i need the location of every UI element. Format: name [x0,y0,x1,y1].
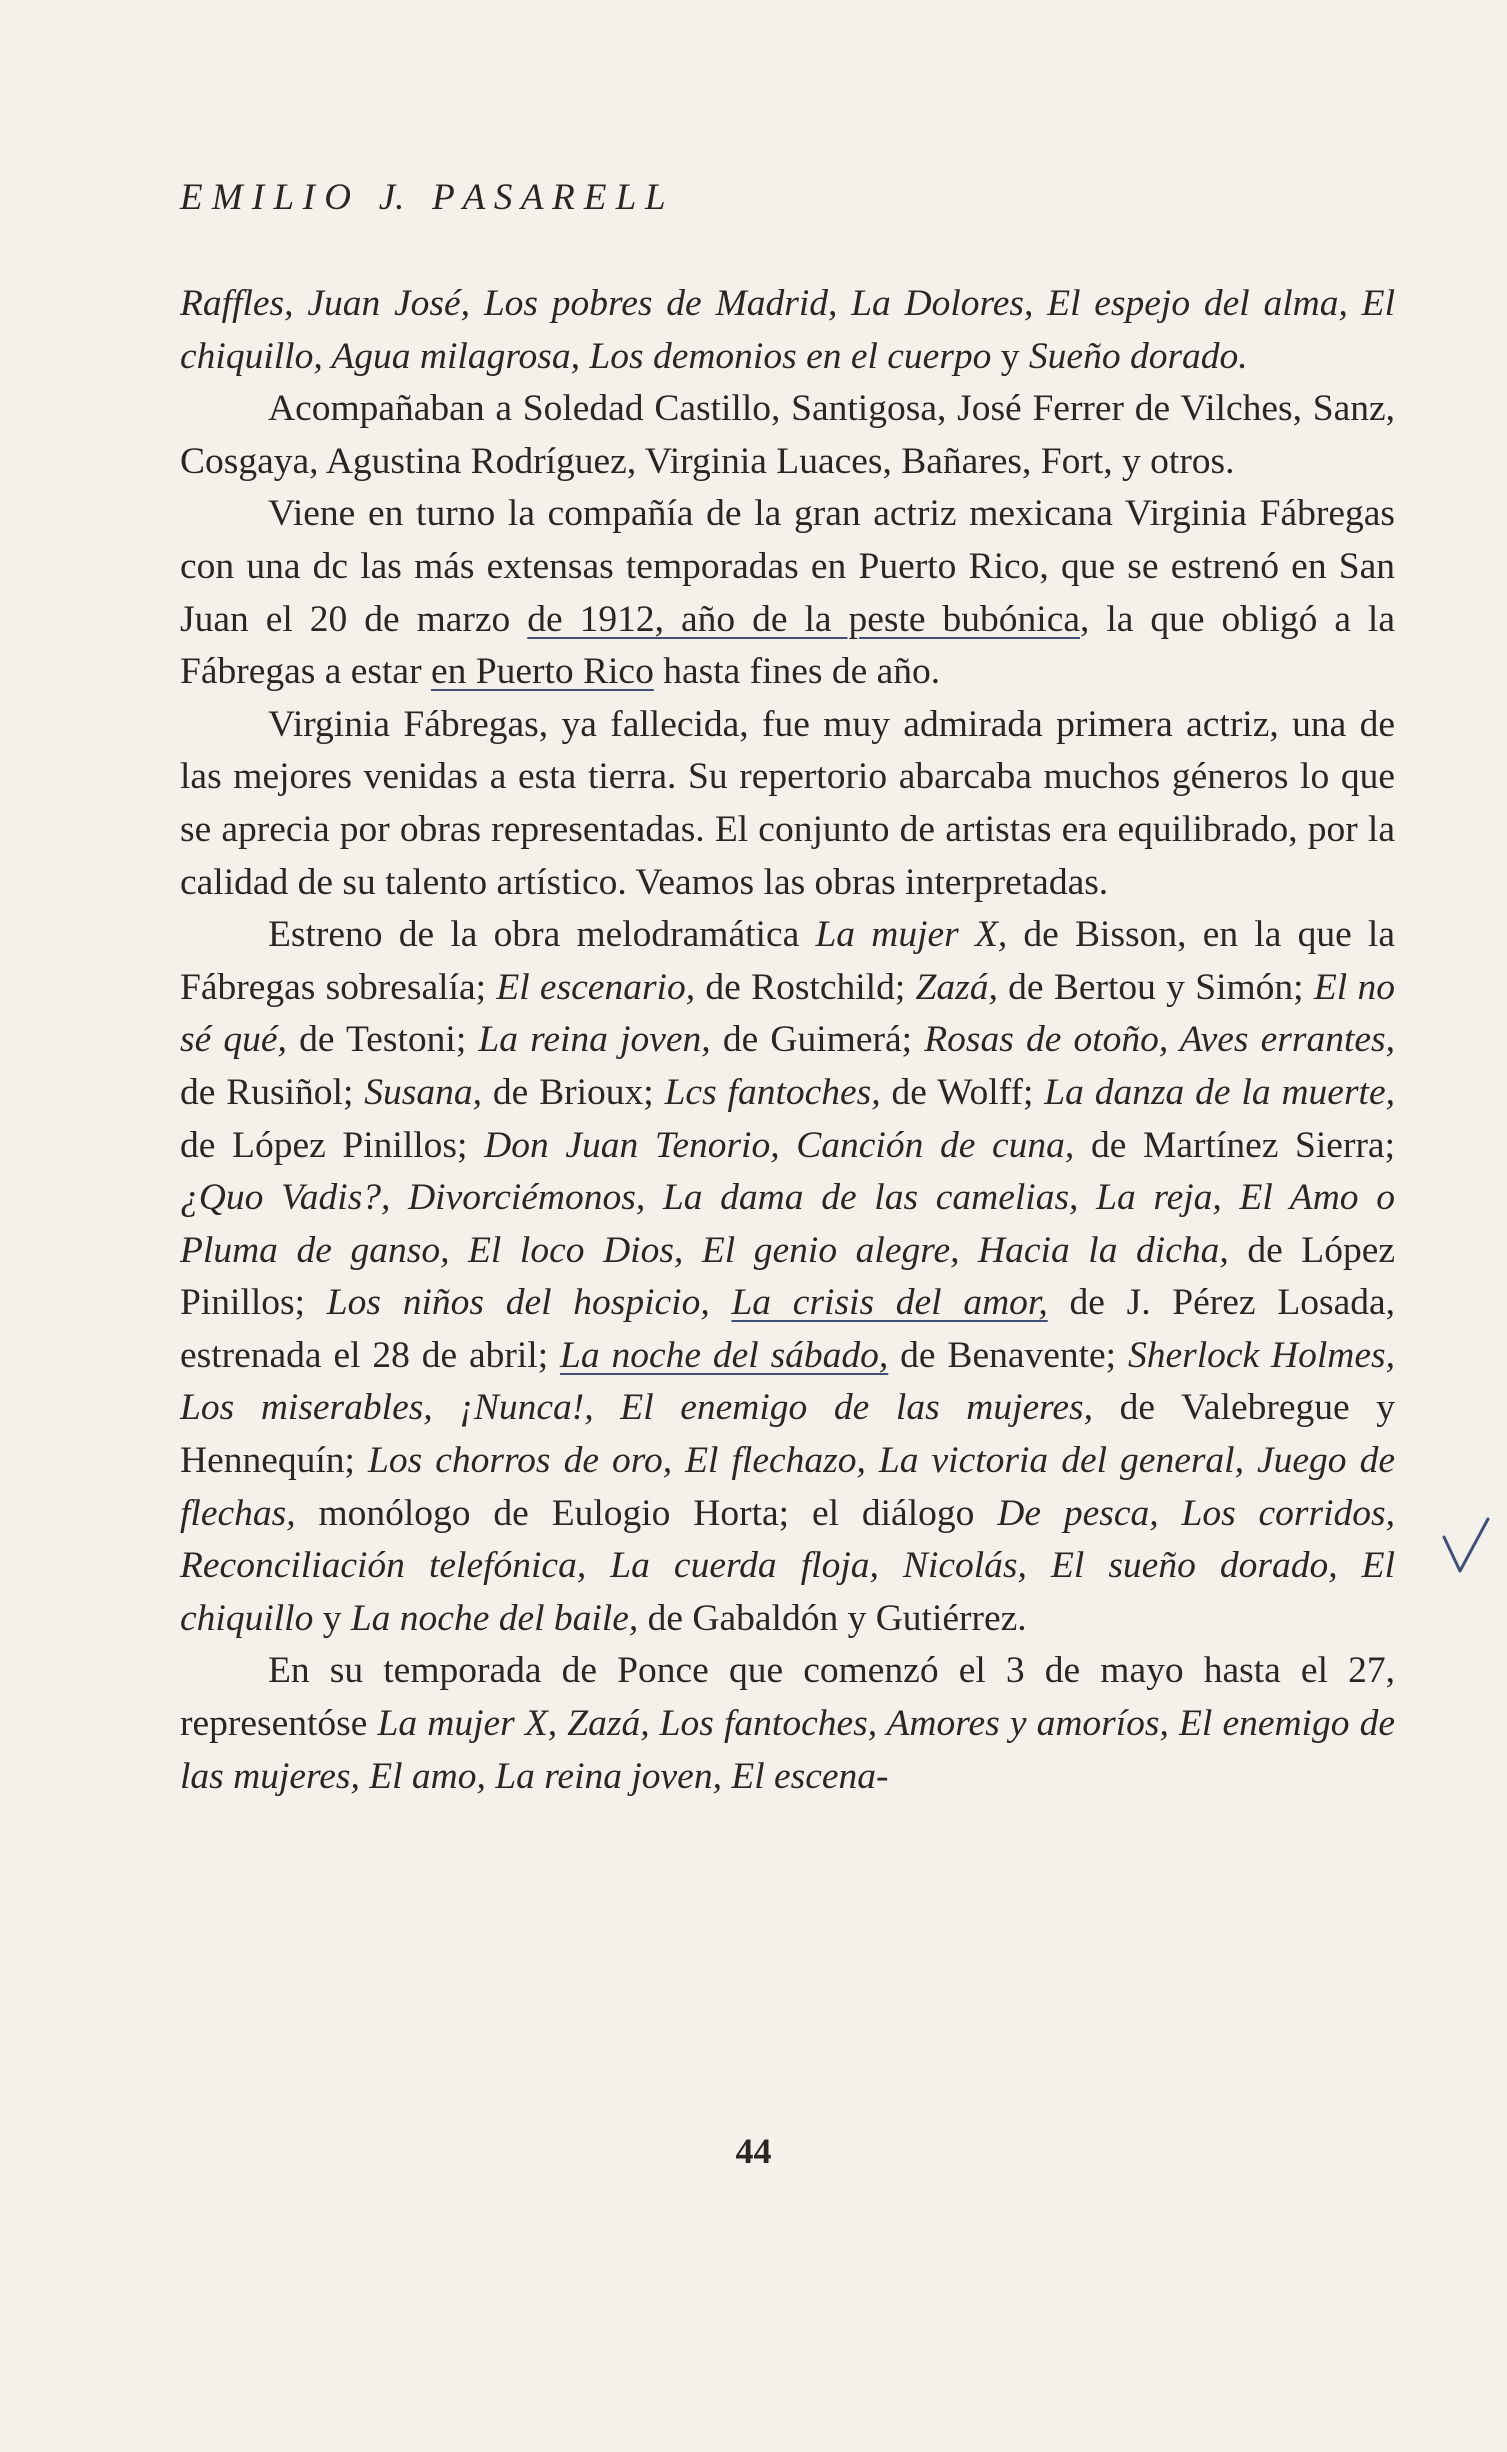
running-head [180,176,1390,219]
paragraph-4: Virginia Fábregas, ya fallecida, fue muy admirada primera actriz, una de las mejores venidas a esta tierra. Su repertorio abarcaba muchos géneros lo que se aprecia por obras representadas. El conjunto de artistas era equilibrado, por la calidad de su talento artístico. Veamos las obras interpretadas. [180,703,1395,903]
page-number: 44 [735,2131,772,2171]
paragraph-6 [180,1645,1395,1803]
text-run: y [991,335,1029,377]
text-run: , la que obligó a la Fábregas a estar [180,598,1395,693]
text-run: de Rostchild; [695,966,916,1008]
italic-title: La reina joven, [478,1019,711,1061]
text-run: de Gabaldón y Gutiérrez. [638,1597,1027,1639]
handwritten-check-mark-icon [1440,1515,1492,1577]
text-run: monólogo de Eulogio Horta; el diálogo [295,1492,998,1534]
italic-titles: Raffles, Juan José, Los pobres de Madrid, La Dolores, El espejo del alma, El chiquillo, Agua milagrosa, Los demonios en el cuerpo [180,283,1395,377]
italic-title: Rosas de otoño, Aves errantes, [924,1019,1396,1061]
text-run: de Brioux; [481,1071,665,1113]
text-run: de Rusiñol; [180,1071,365,1113]
italic-title: El no sé qué, [180,966,1395,1061]
italic-title: Los niños del hospicio, [326,1282,732,1324]
italic-title: ¿Quo Vadis?, Divorciémonos, La dama de las camelias, La reja, El Amo o Pluma de ganso, El loco Dios, El genio alegre, Hacia la dicha, [180,1177,1395,1271]
text-run: de Testoni; [286,1019,479,1061]
paragraph-2: Acompañaban a Soledad Castillo, Santigosa, José Ferrer de Vilches, Sanz, Cosgaya, Agustina Rodríguez, Virginia Luaces, Bañares, Fort, y otros. [180,388,1395,482]
text-run: de Martínez Sierra; [1074,1124,1395,1166]
italic-title: Los chorros de oro, El flechazo, La victoria del general, Juego de flechas, [180,1440,1395,1534]
text-run: de Wolff; [880,1071,1045,1113]
text-run: Estreno de la obra melodramática [268,914,816,956]
handwritten-underline: La crisis del amor, [731,1282,1048,1324]
paragraph-1 [180,278,1395,383]
text-run: En su temporada de Ponce que comenzó el 3 de mayo hasta el 27, representóse [180,1650,1395,1745]
handwritten-underline: La noche del sábado, [560,1334,889,1376]
italic-title: La mujer X, Zazá, Los fantoches, Amores y amoríos, El enemigo de las mujeres, El amo, La reina joven, El escena- [180,1703,1395,1797]
text-run: hasta fines de año. [653,651,941,693]
text-run: de Bertou y Simón; [997,966,1314,1008]
italic-title: Lcs fantoches, [664,1071,881,1113]
italic-title: La noche del baile, [350,1597,639,1639]
text-run: de J. Pérez Losada, estrenada el 28 de abril; [180,1282,1395,1376]
text-run: Viene en turno la compañía de la gran actriz mexicana Virginia Fábregas con una dc las más extensas temporadas en Puerto Rico, que se estrenó en San Juan el 20 de marzo [180,493,1395,640]
paragraph-3 [180,488,1395,698]
handwritten-underline: en Puerto Rico [430,651,654,693]
running-head-text: E M I L I O J. P A S A R E L L [180,177,666,218]
text-run: de Bisson, en la que la Fábregas sobresalía; [180,914,1395,1008]
italic-title: Susana, [364,1071,482,1113]
text-run: de Valebregue y Hennequín; [180,1387,1395,1482]
italic-title: El escenario, [496,966,696,1008]
italic-titles: Sueño dorado. [1028,335,1248,377]
text-run: y [313,1597,351,1639]
text-run: de López Pinillos; [180,1229,1395,1324]
italic-title: La mujer X, [815,914,1008,956]
handwritten-underline: de 1912, año de la peste bubónica [527,598,1080,640]
text-run: de Benavente; [888,1334,1128,1376]
paragraph-5 [180,909,1395,1645]
italic-title: De pesca, Los corridos, Reconciliación telefónica, La cuerda floja, Nicolás, El sueño dorado, El chiquillo [180,1492,1395,1639]
italic-title: Zazá, [915,966,998,1008]
text-run: de Guimerá; [710,1019,925,1061]
body-text [180,278,1395,1803]
text-run: de López Pinillos; [180,1124,485,1166]
italic-title: La danza de la muerte, [1044,1071,1395,1113]
italic-title: Don Juan Tenorio, Canción de cuna, [484,1124,1075,1166]
italic-title: Sherlock Holmes, Los miserables, ¡Nunca!, El enemigo de las mujeres, [180,1334,1395,1429]
